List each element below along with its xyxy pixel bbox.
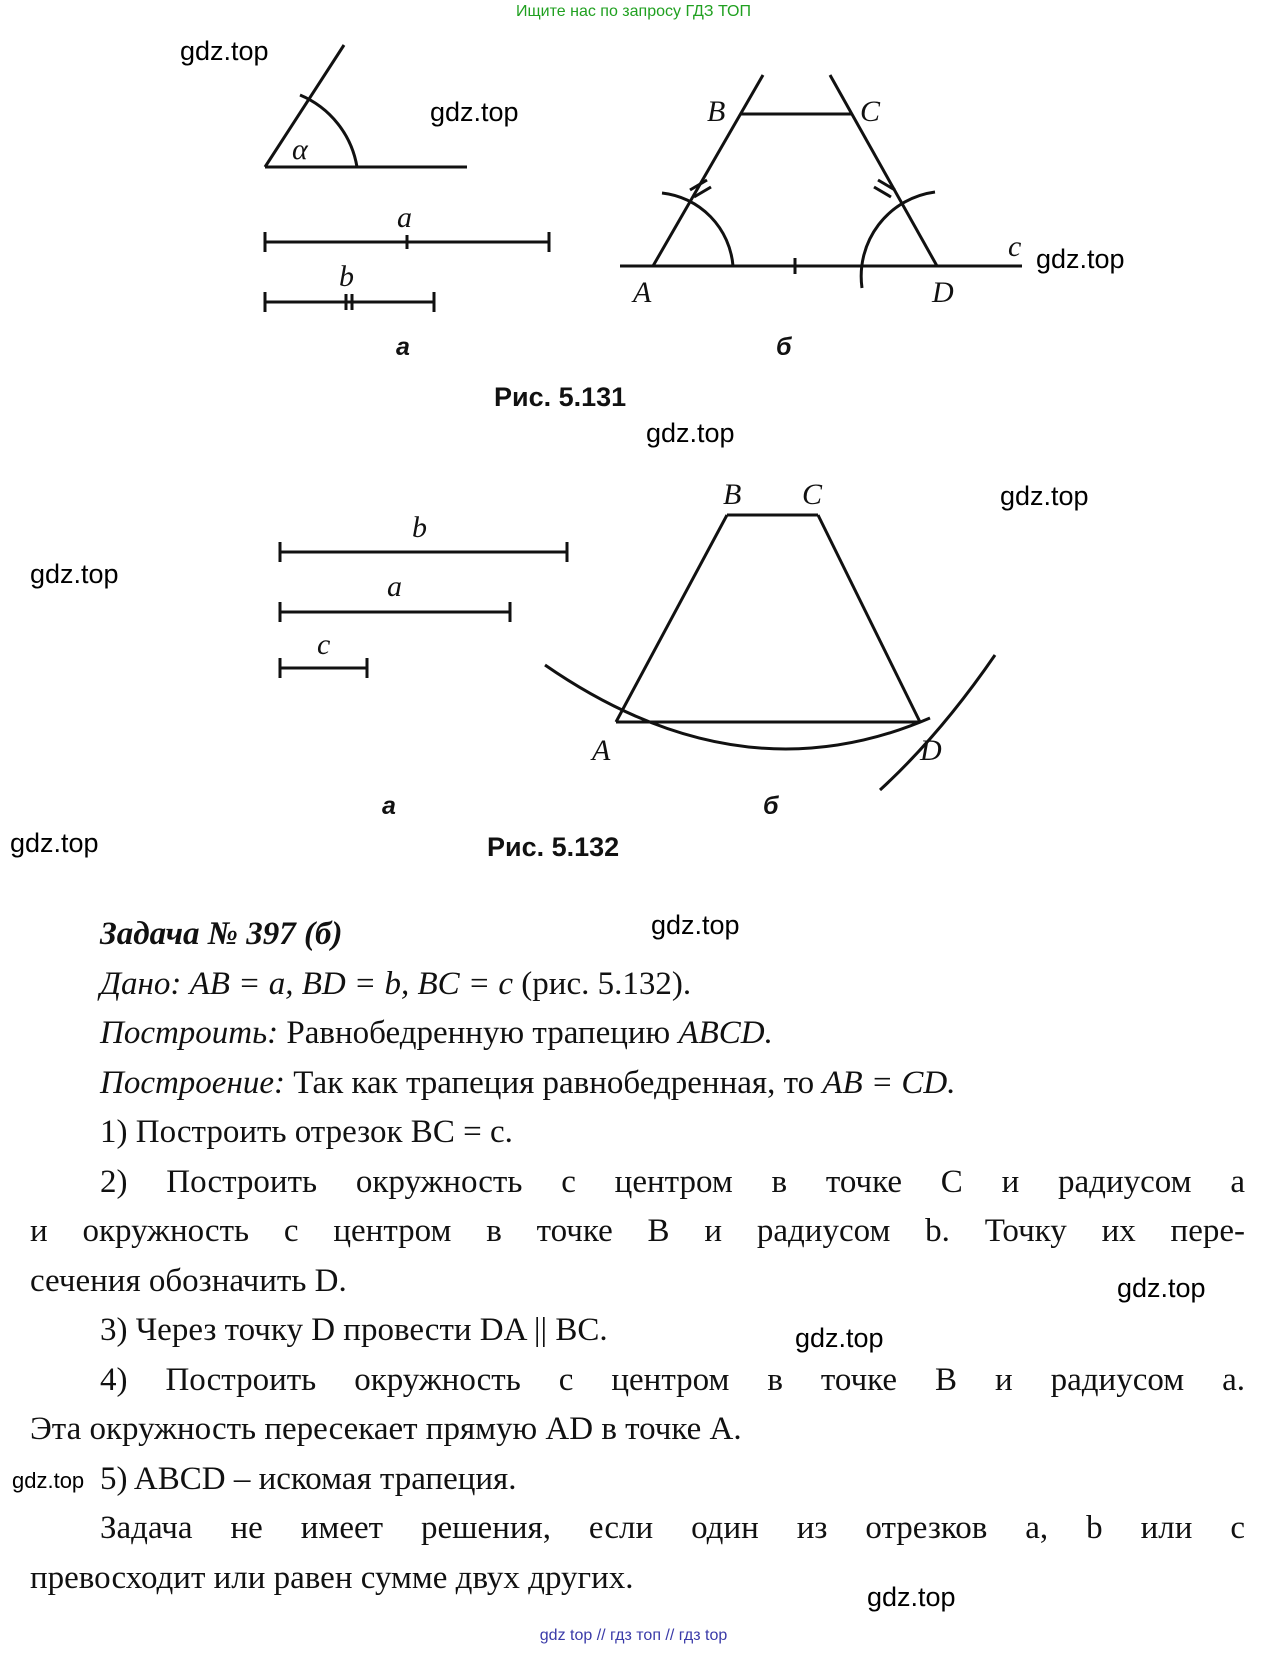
fig131-sub-a: а (396, 333, 410, 361)
given-line (30, 960, 1245, 1010)
side-cd (818, 515, 920, 722)
watermark: gdz.top (10, 828, 99, 858)
fig132-caption: Рис. 5.132 (487, 832, 620, 862)
build-text: Так как трапеция равнобедренная, то (293, 1064, 815, 1101)
step-2-line-3: сечения обозначить D. (30, 1262, 347, 1299)
point-d-label: D (920, 734, 942, 767)
point-c-label: C (802, 478, 823, 511)
point-b-label: B (707, 95, 726, 128)
step-4-line-1: 4) Построить окружность с центром в точке B и радиусом a. (100, 1361, 1245, 1398)
segment-a-label: a (397, 201, 412, 234)
watermark: gdz.top (430, 97, 519, 127)
given-label: Дано: (100, 965, 182, 1002)
task-title: Задача № 397 (б) (100, 916, 343, 952)
footer-links[interactable]: gdz top // гдз топ // гдз top (539, 1627, 728, 1644)
build-eq: AB = CD. (822, 1064, 956, 1101)
line-c-label: c (1008, 230, 1022, 263)
step-2-line-2: и окружность с центром в точке B и радиусом b. Точку их пере- (30, 1213, 1245, 1249)
given-formula: AB = a, BD = b, BC = c (189, 965, 514, 1002)
segment-c-label: c (317, 628, 331, 661)
watermark: gdz.top (651, 910, 740, 940)
search-hint: Ищите нас по запросу ГДЗ ТОП (516, 3, 751, 20)
point-a-label: A (633, 276, 652, 309)
step-3: 3) Через точку D провести DA || BC. (100, 1312, 608, 1348)
watermark: gdz.top (1036, 244, 1125, 274)
step-1: 1) Построить отрезок BC = c. (100, 1114, 513, 1150)
segment-b-label: b (412, 511, 427, 544)
watermark: gdz.top (795, 1323, 884, 1353)
watermark: gdz.top (30, 559, 119, 589)
angle-alpha-label: α (292, 133, 308, 166)
point-a-label: A (592, 734, 611, 767)
fig132-sub-b: б (763, 792, 779, 820)
construct-label: Построить: (100, 1015, 279, 1051)
watermark: gdz.top (867, 1582, 956, 1612)
note-line-2: превосходит или равен сумме двух других. (30, 1559, 634, 1596)
construct-name: ABCD. (678, 1015, 773, 1051)
watermark: gdz.top (646, 418, 735, 448)
watermark: gdz.top (180, 36, 269, 66)
point-b-label: B (723, 478, 742, 511)
side-ab (616, 515, 727, 722)
watermark: gdz.top (1117, 1273, 1206, 1303)
build-line (30, 1059, 1245, 1109)
point-d-label: D (932, 276, 954, 309)
segment-b-label: b (339, 260, 354, 293)
fig131-caption: Рис. 5.131 (494, 382, 627, 412)
task-solution (30, 910, 1245, 1603)
segment-a-label: a (387, 570, 402, 603)
step-5: 5) ABCD – искомая трапеция. (100, 1460, 517, 1497)
watermark: gdz.top (12, 1468, 85, 1493)
note-line-1: Задача не имеет решения, если один из отрезков a, b или c (100, 1510, 1245, 1546)
construct-line (30, 1009, 1245, 1059)
fig132-sub-a: а (382, 792, 396, 820)
point-c-label: C (860, 95, 881, 128)
step-4-line-2: Эта окружность пересекает прямую AD в точке A. (30, 1411, 742, 1447)
construct-text: Равнобедренную трапецию (286, 1015, 671, 1051)
build-label: Построение: (100, 1064, 285, 1101)
step-2-line-1: 2) Построить окружность с центром в точке C и радиусом a (100, 1163, 1245, 1200)
watermark: gdz.top (1000, 481, 1089, 511)
given-ref: (рис. 5.132). (521, 965, 692, 1002)
fig131-sub-b: б (776, 333, 792, 361)
